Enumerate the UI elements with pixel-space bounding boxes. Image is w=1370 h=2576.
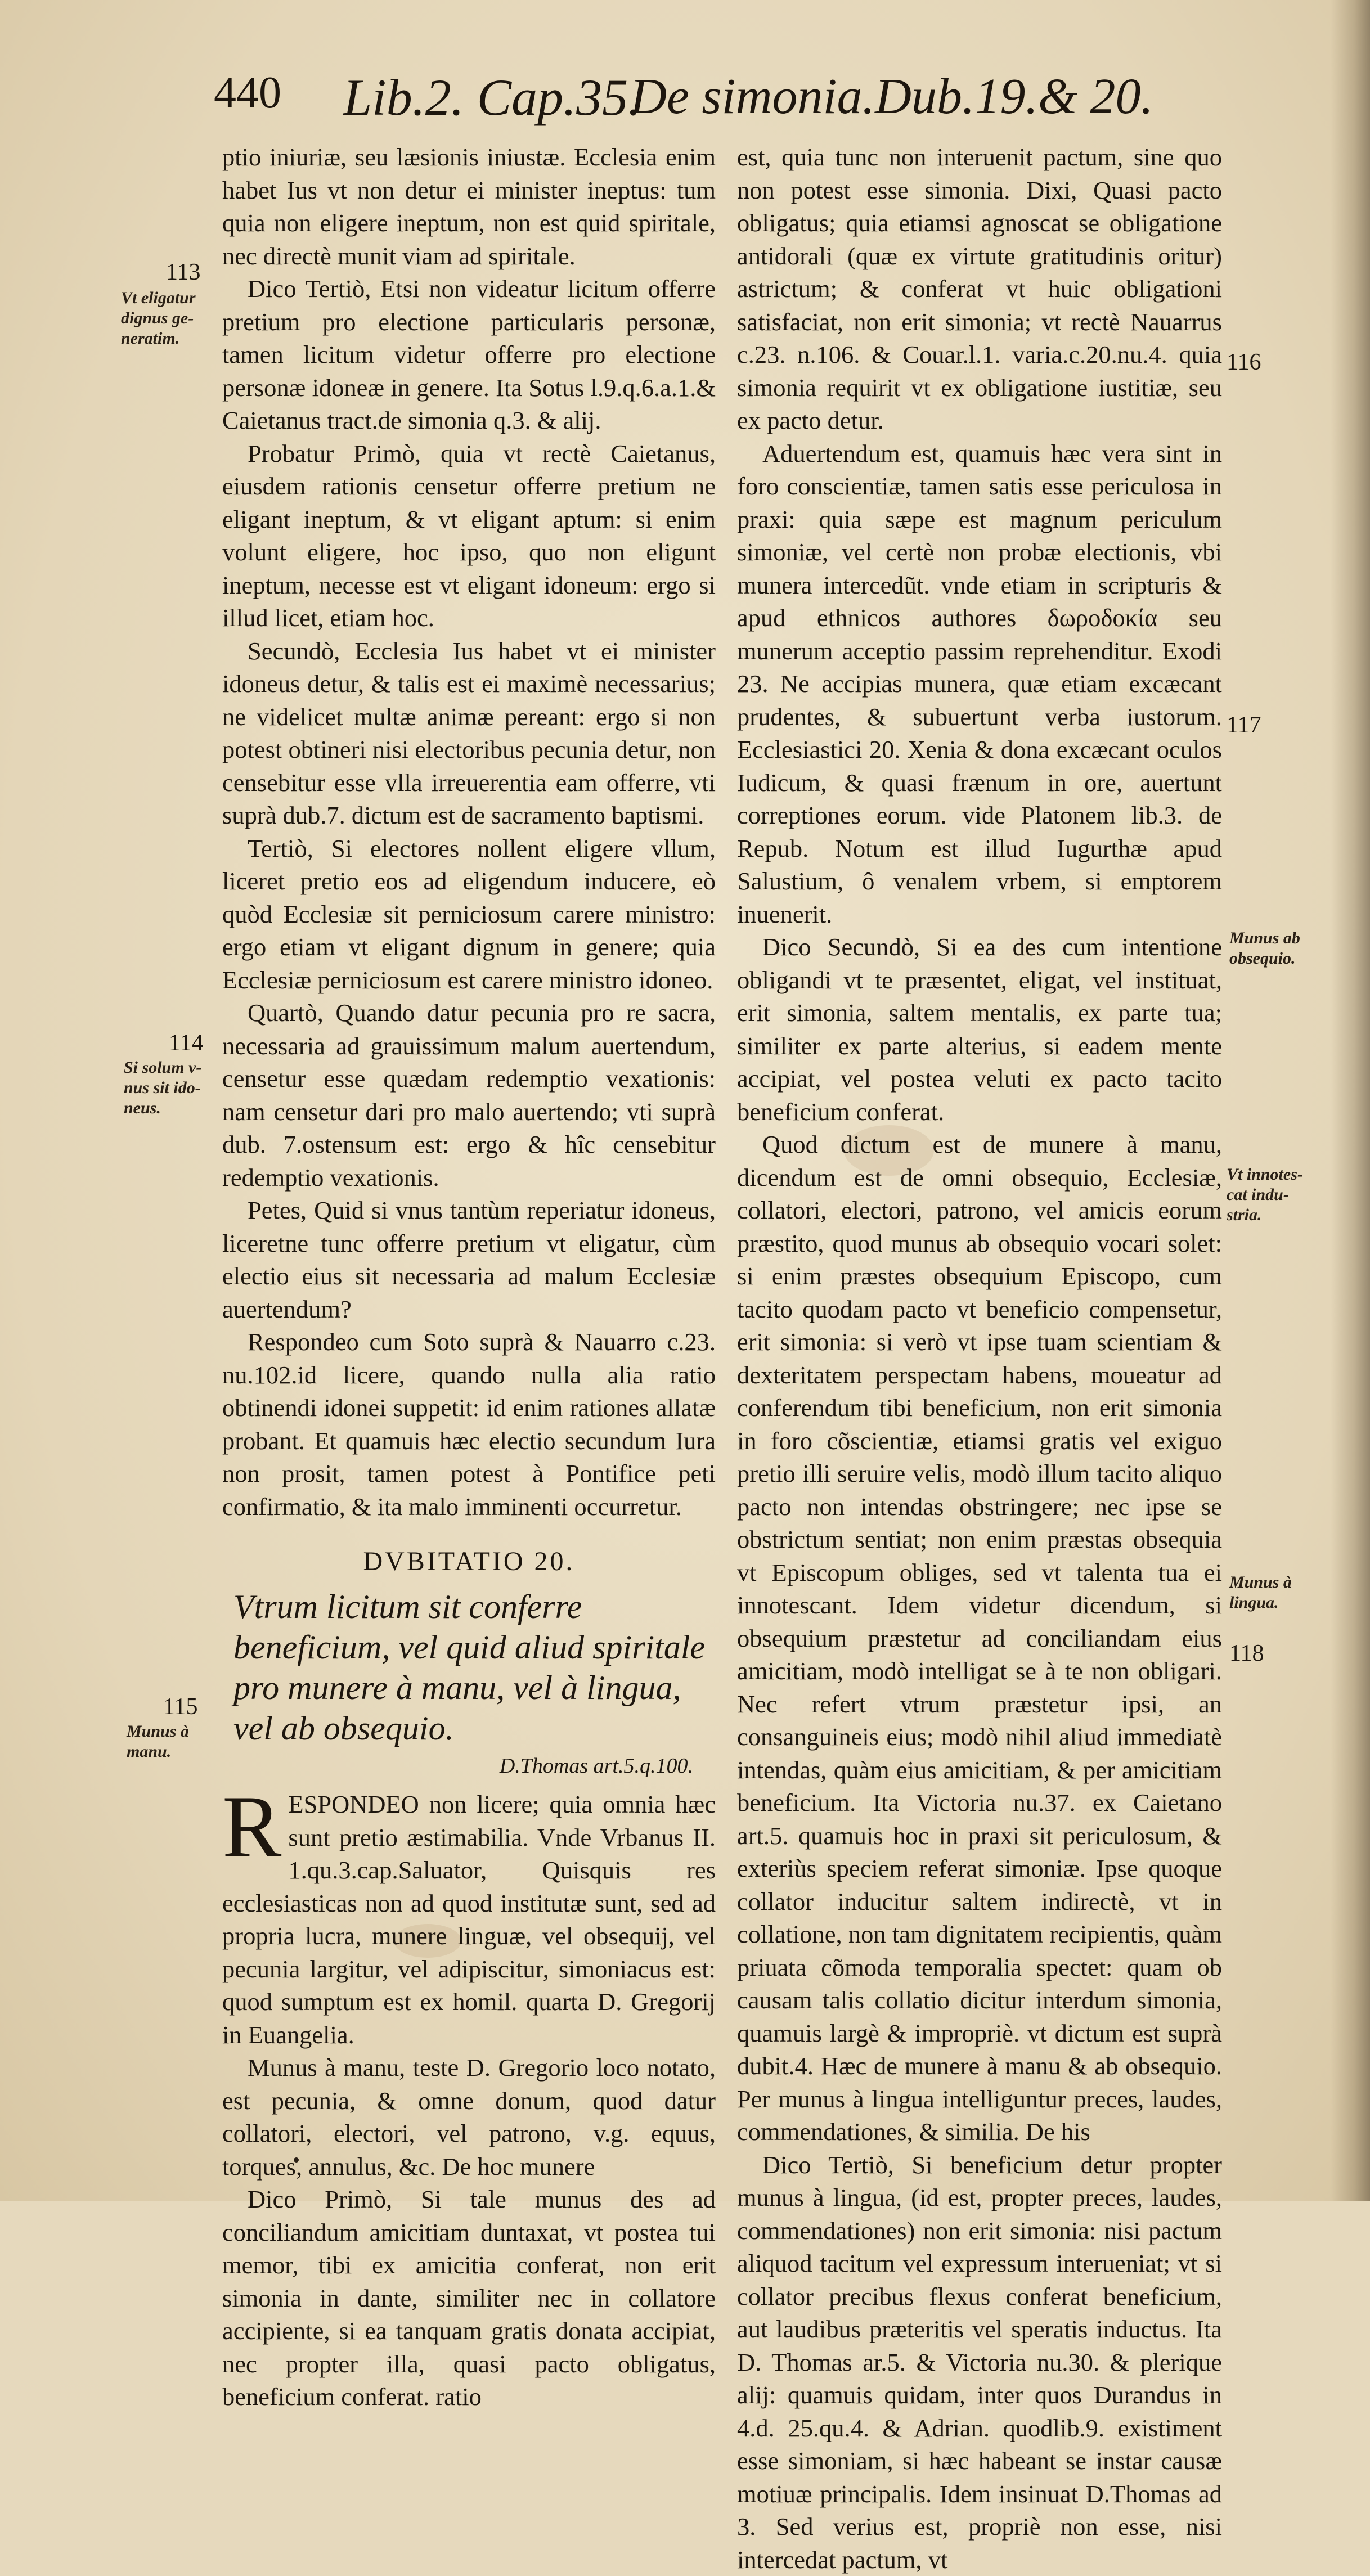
page-number: 440 [214, 68, 281, 119]
left-text-column [222, 141, 716, 2110]
paragraph: Dico Secundò, Si ea des cum intentione obligandi vt te præsentet, eligat, vel instituat, erit simonia, saltem mentalis, ex parte tua; similiter ex parte alterius, si eadem mente accipiat, vel postea veluti ex pacto tacito beneficium conferat. [737, 930, 1222, 1128]
header-book-chapter: Lib.2. Cap.35. [343, 68, 641, 127]
header-topic: De simonia. [630, 68, 875, 125]
margin-number-116: 116 [1227, 349, 1261, 376]
paragraph: Dico Tertiò, Etsi non videatur licitum offerre pretium pro electione particularis personæ, tamen licitum videtur offerre pro electione personæ idoneæ in genere. Ita Sotus l.9.q.6.a.1.& Caietanus tract.de simonia q.3. & alij. [222, 272, 716, 437]
margin-note-obsequio: Munus ab obsequio. [1229, 928, 1300, 969]
drop-cap: R [222, 1791, 281, 1863]
margin-number-113: 113 [166, 259, 200, 286]
margin-number-115: 115 [163, 1693, 197, 1720]
paragraph: Tertiò, Si electores nollent eligere vllum, liceret pretio eos ad eligendum inducere, eò quòd Ecclesiæ sit perniciosum carere ministro: ergo etiam vt eligant dignum in genere; quia Ecclesiæ perniciosum est carere ministro idoneo. [222, 832, 716, 997]
running-header [214, 68, 1170, 129]
margin-number-118: 118 [1229, 1640, 1264, 1667]
section-question: Vtrum licitum sit conferre beneficium, vel quid aliud spiritale pro munere à manu, vel à lingua, vel ab obsequio. [222, 1586, 716, 1748]
paragraph: Probatur Primò, quia vt rectè Caietanus, eiusdem rationis censetur offerre pretium ne eligant ineptum, & vt eligant aptum: si enim volunt eligere, hoc ipso, quo non eligunt ineptum, necesse est vt eligant idoneum: ergo si illud licet, etiam hoc. [222, 437, 716, 635]
margin-number-114: 114 [169, 1029, 203, 1057]
margin-note-114: Si solum v- nus sit ido- neus. [124, 1058, 201, 1118]
header-doubts: Dub.19.& 20. [875, 68, 1153, 125]
paragraph: Petes, Quid si vnus tantùm reperiatur idoneus, liceretne tunc offerre pretium vt eligatur, cùm electio eius sit necessaria ad malum Ecclesiæ auertendum? [222, 1194, 716, 1325]
margin-note-113: Vt eligatur dignus ge- neratim. [121, 288, 196, 349]
margin-number-117: 117 [1227, 712, 1261, 739]
right-text-column [737, 141, 1222, 2110]
section-title: DVBITATIO 20. [222, 1545, 716, 1579]
section-reference: D.Thomas art.5.q.100. [222, 1750, 693, 1783]
paragraph: Quartò, Quando datur pecunia pro re sacra, necessaria ad grauissimum malum auertendum, censetur esse quædam redemptio vexationis: nam censetur dari pro malo auertendo; vti suprà dub. 7.ostensum est: ergo & hîc censebitur redemptio vexationis. [222, 996, 716, 1194]
paragraph: Dico Primò, Si tale munus des ad conciliandum amicitiam duntaxat, vt postea tui memor, tibi ex amicitia conferat, non erit simonia in dante, similiter nec in collatore accipiente, si ea tanquam gratis donata accipiat, nec propter illa, quasi pacto obligatus, beneficium conferat. ratio [222, 2183, 716, 2413]
paragraph: Dico Tertiò, Si beneficium detur propter munus à lingua, (id est, propter preces, laudes, commendationes) non erit simonia: nisi pactum aliquod tacitum vel expressum interueniat; vt si collator precibus flexus conferat beneficium, aut laudibus præteritis vel speratis inductus. Ita D. Thomas ar.5. & Victoria nu.30. & plerique alij: quamuis quidam, inter quos Durandus in 4.d. 25.qu.4. & Adrian. quodlib.9. existiment esse simoniam, si hæc habeant se instar causæ motiuæ principalis. Idem insinuat D.Thomas ad 3. Sed verius est, propriè non esse, nisi intercedat pactum, vt [737, 2148, 1222, 2576]
paragraph: Aduertendum est, quamuis hæc vera sint in foro conscientiæ, tamen satis esse periculosa in praxi: quia sæpe est magnum periculum simoniæ, vel certè non probæ electionis, vbi munera intercedũt. vnde etiam in scripturis & apud ethnicos authores δωροδοκία seu munerum acceptio passim reprehenditur. Exodi 23. Ne accipias munera, quæ etiam excæcant prudentes, & subuertunt verba iustorum. Ecclesiastici 20. Xenia & dona excæcant oculos Iudicum, & quasi frænum in ore, auertunt correptiones eorum. vide Platonem lib.3. de Repub. Notum est illud Iugurthæ apud Salustium, ô venalem vrbem, si emptorem inuenerit. [737, 437, 1222, 931]
page-edge-shadow [1331, 0, 1370, 2201]
paragraph: Respondeo cum Soto suprà & Nauarro c.23. nu.102.id licere, quando nulla alia ratio obtinendi idonei suppetit: id enim rationes allatæ probant. Et quamuis hæc electio secundum Iura non prosit, tamen potest à Pontifice peti confirmatio, & ita malo imminenti occurretur. [222, 1325, 716, 1523]
paragraph: Quod dictum est de munere à manu, dicendum est de omni obsequio, Ecclesiæ, collatori, electori, patrono, vel amicis eorum præstito, quod munus ab obsequio vocari solet: si enim præstes obsequium Episcopo, cum tacito quodam pacto vt beneficio compensetur, erit simonia: si verò vt ipse tuam scientiam & dexteritatem perspectam habens, moueatur ad conferendum tibi beneficium, non erit simonia in foro cõscientiæ, etiamsi gratis vel exiguo pretio illi seruire velis, modò illum tacito aliquo pacto non intendas obstringere; nec ipse se obstrictum sentiat; non enim præstas obsequia vt Episcopum obliges, sed vt talenta tua ei innotescant. Idem videtur dicendum, si obsequium præstetur ad conciliandam eius amicitiam, modò intelligat se à te non obligari. Nec refert vtrum præstetur ipsi, an consanguineis eius; modò nihil aliud immediatè intendas, quàm eius amicitiam, & per amicitiam beneficium. Ita Victoria nu.37. ex Caietano art.5. quamuis hoc in praxi sit periculosum, & exteriùs speciem referat simoniæ. Ipse quoque collator inducitur saltem indirectè, vt in collatione, non tam dignitatem recipientis, quàm priuata cõmoda temporalia spectet: quam ob causam talis collatio dicitur interdum simonia, quamuis largè & impropriè. vt dictum est suprà dubit.4. Hæc de munere à manu & ab obsequio. Per munus à lingua intelliguntur preces, laudes, commendationes, & similia. De his [737, 1128, 1222, 2148]
paragraph: est, quia tunc non interuenit pactum, sine quo non potest esse simonia. Dixi, Quasi pacto obligatus; quia etiamsi agnoscat se obligatione antidorali (quæ ex virtute gratitudinis oritur) astrictum; & conferat vt huic obligationi satisfaciat, non erit simonia; vt rectè Nauarrus c.23. n.106. & Couar.l.1. varia.c.20.nu.4. quia simonia requirit vt ex obligatione iustitiæ, seu ex pacto detur. [737, 141, 1222, 437]
paragraph-with-initial: RESPONDEO non licere; quia omnia hæc sunt pretio æstimabilia. Vnde Vrbanus II. 1.qu.3.cap.Saluator, Quisquis res ecclesiasticas non ad quod institutæ sunt, sed ad propria lucra, munere linguæ, vel obsequij, vel pecunia largitur, vel adipiscitur, simoniacus est: quod sumptum est ex homil. quarta D. Gregorij in Euangelia. [222, 1788, 716, 2051]
margin-note-industria: Vt innotes- cat indu- stria. [1227, 1165, 1303, 1225]
paragraph: ptio iniuriæ, seu læsionis iniustæ. Ecclesia enim habet Ius vt non detur ei minister ineptus: tum quia non eligere ineptum, non est quid spiritale, nec directè munit viam ad spiritale. [222, 141, 716, 272]
margin-note-lingua: Munus à lingua. [1229, 1572, 1292, 1613]
margin-note-115: Munus à manu. [127, 1721, 189, 1762]
paragraph: Secundò, Ecclesia Ius habet vt ei minister idoneus detur, & talis est ei maximè necessarius; ne videlicet multæ animæ pereant: ergo si non potest obtineri nisi electoribus pecunia detur, non censebitur esse vlla irreuerentia eam offerre, vti suprà dub.7. dictum est de sacramento baptismi. [222, 635, 716, 832]
paragraph: Munus à manu, teste D. Gregorio loco notato, est pecunia, & omne donum, quod datur collatori, electori, vel patrono, v.g. equus, torques, annulus, &c. De hoc munere [222, 2051, 716, 2183]
